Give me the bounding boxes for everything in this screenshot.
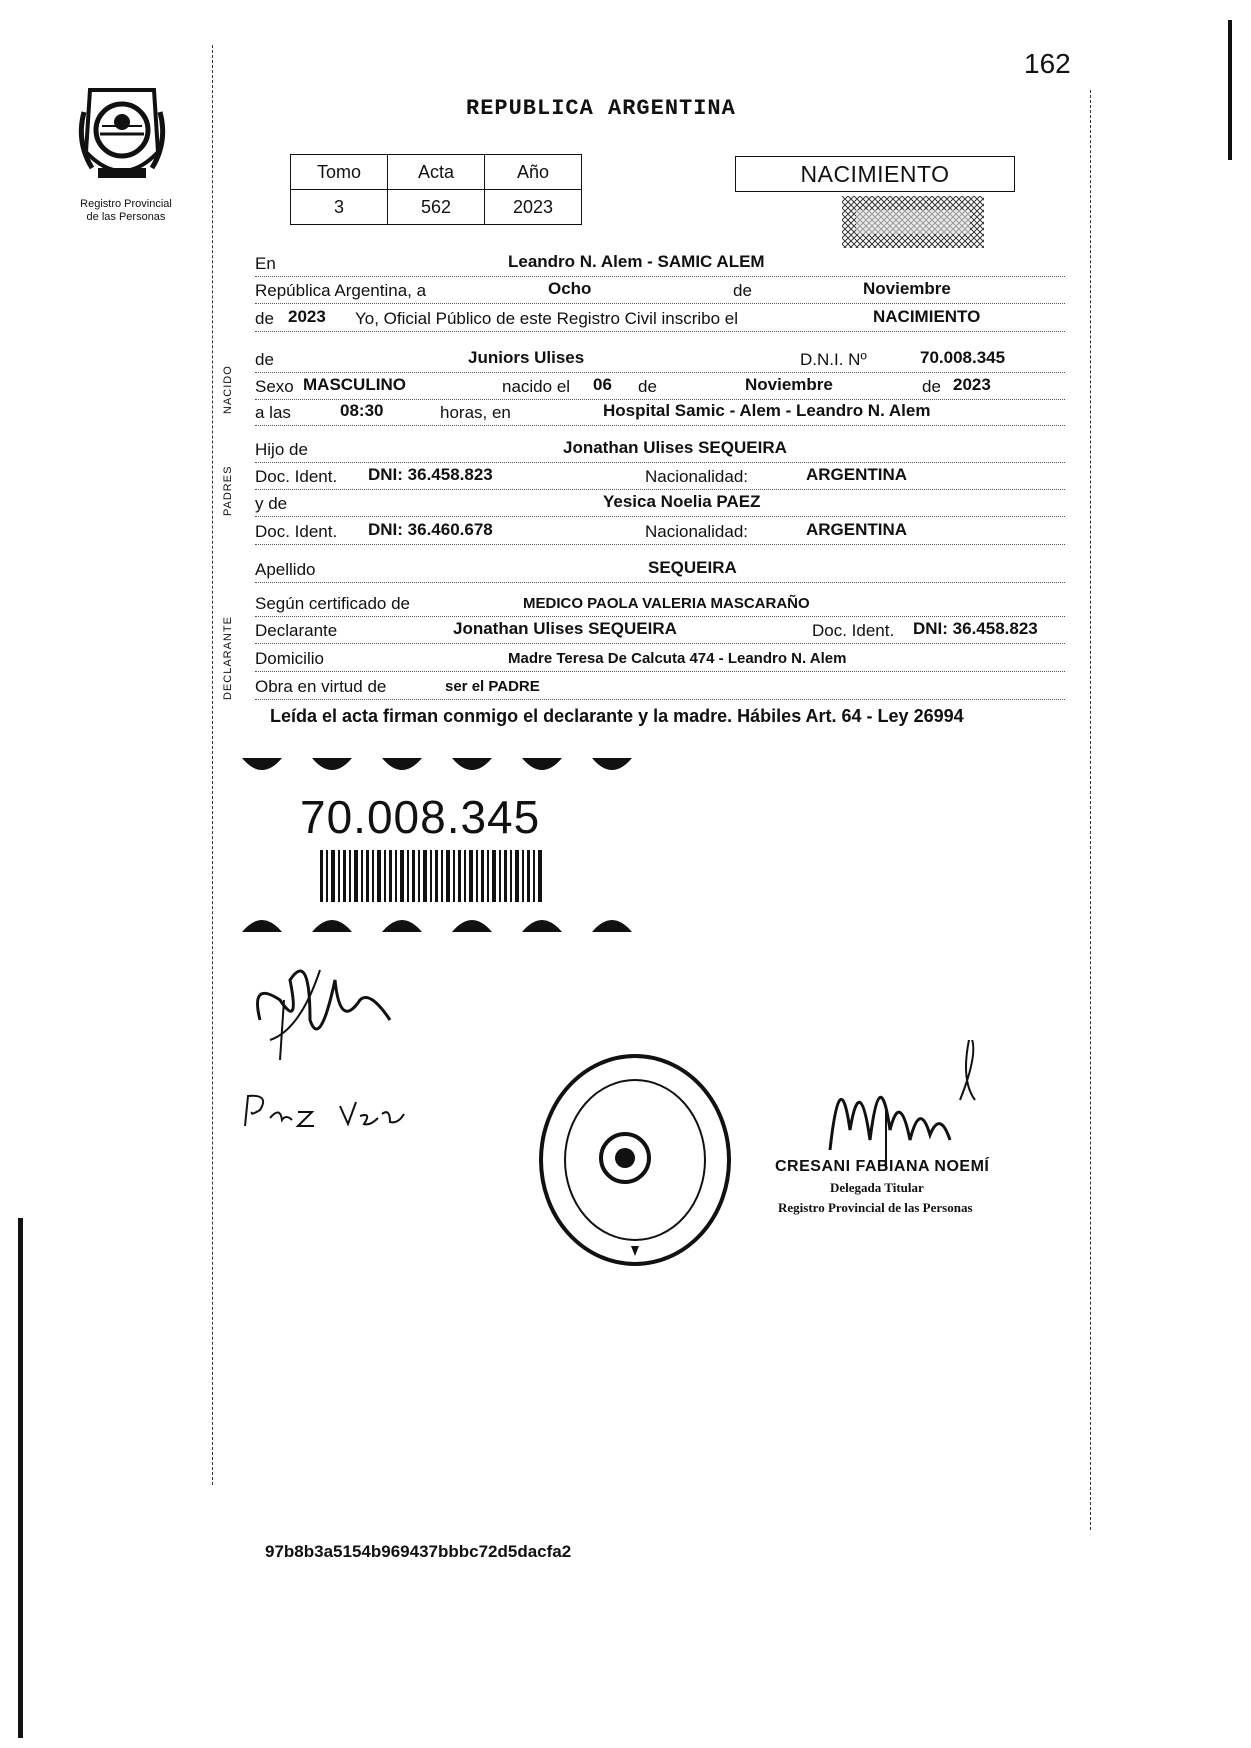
label-mother-nationality: Nacionalidad: <box>645 522 751 542</box>
value-act-word: NACIMIENTO <box>870 307 983 327</box>
country-title: REPUBLICA ARGENTINA <box>466 96 736 121</box>
record-index-value-row <box>291 190 582 225</box>
row-en <box>255 250 1065 277</box>
label-horas: horas, en <box>440 403 514 423</box>
row-father <box>255 436 1065 463</box>
row-surname <box>255 556 1065 583</box>
value-born-name: Juniors Ulises <box>465 348 587 368</box>
row-obra <box>255 673 1065 700</box>
label-mother-doc: Doc. Ident. <box>255 522 340 542</box>
value-day-words: Ocho <box>545 279 594 299</box>
label-declarante: Declarante <box>255 621 340 641</box>
fold-line-right <box>1090 90 1091 1530</box>
label-de-year: de <box>255 309 277 329</box>
fold-line-left <box>212 45 213 1485</box>
value-sexo: MASCULINO <box>300 375 409 395</box>
label-birth-de2: de <box>922 377 944 397</box>
row-address <box>255 645 1065 672</box>
provincial-crest-icon <box>72 82 172 192</box>
row-republica <box>255 277 1065 304</box>
document-hash: 97b8b3a5154b969437bbbc72d5dacfa2 <box>265 1542 572 1561</box>
value-certificate-by: MEDICO PAOLA VALERIA MASCARAÑO <box>520 595 813 612</box>
edge-mark-right <box>1228 20 1232 160</box>
header-acta: Acta <box>388 155 485 190</box>
value-acta: 562 <box>388 190 485 225</box>
header-anio: Año <box>485 155 582 190</box>
registry-label-line2: de las Personas <box>86 211 166 223</box>
value-month: Noviembre <box>860 279 954 299</box>
value-address: Madre Teresa De Calcuta 474 - Leandro N. Alem <box>505 650 849 667</box>
label-father-nationality: Nacionalidad: <box>645 467 751 487</box>
page-number: 162 <box>1024 48 1071 79</box>
act-type-box: NACIMIENTO <box>735 156 1015 192</box>
value-declarant-name: Jonathan Ulises SEQUEIRA <box>450 619 680 639</box>
value-mother-name: Yesica Noelia PAEZ <box>600 492 763 512</box>
value-birth-year: 2023 <box>950 375 994 395</box>
label-dni: D.N.I. Nº <box>800 350 870 370</box>
row-mother <box>255 490 1065 517</box>
label-obra: Obra en virtud de <box>255 677 389 697</box>
value-tomo: 3 <box>291 190 388 225</box>
label-en: En <box>255 254 279 274</box>
label-nacido-el: nacido el <box>502 377 573 397</box>
value-birth-day: 06 <box>590 375 615 395</box>
row-certificate <box>255 590 1065 617</box>
row-time-place <box>255 399 1065 426</box>
mother-handwritten-name-icon <box>240 1090 410 1134</box>
officer-text: Yo, Oficial Público de este Registro Civil inscribo el <box>355 309 741 329</box>
edge-mark-left <box>18 1218 23 1738</box>
barcode-icon <box>320 850 545 902</box>
security-serial-stamp <box>842 196 984 248</box>
reading-note: Leída el acta firman conmigo el declarante y la madre. Hábiles Art. 64 - Ley 26994 <box>270 706 964 726</box>
dni-sticker-number: 70.008.345 <box>300 791 541 843</box>
row-declarant <box>255 617 1065 644</box>
label-y-de: y de <box>255 494 290 514</box>
label-domicilio: Domicilio <box>255 649 327 669</box>
value-mother-doc: DNI: 36.460.678 <box>365 520 496 540</box>
security-band-bottom <box>232 908 672 938</box>
security-band-top <box>232 752 672 782</box>
side-label-padres: PADRES <box>222 465 234 516</box>
official-organization: Registro Provincial de las Personas <box>778 1200 973 1215</box>
label-de-born: de <box>255 350 277 370</box>
side-label-declarante: DECLARANTE <box>222 616 234 700</box>
label-apellido: Apellido <box>255 560 319 580</box>
registry-label-line1: Registro Provincial <box>80 198 172 210</box>
value-mother-nationality: ARGENTINA <box>803 520 910 540</box>
value-surname: SEQUEIRA <box>645 558 740 578</box>
official-signature-icon <box>810 1040 990 1170</box>
row-mother-doc <box>255 518 1065 545</box>
label-republica: República Argentina, a <box>255 281 429 301</box>
label-father-doc: Doc. Ident. <box>255 467 340 487</box>
value-year: 2023 <box>285 307 329 327</box>
value-anio: 2023 <box>485 190 582 225</box>
row-father-doc <box>255 463 1065 490</box>
label-de-month: de <box>733 281 755 301</box>
official-title: Delegada Titular <box>830 1180 924 1195</box>
label-birth-de1: de <box>638 377 660 397</box>
official-name: CRESANI FABIANA NOEMÍ <box>775 1158 990 1175</box>
header-tomo: Tomo <box>291 155 388 190</box>
label-a-las: a las <box>255 403 294 423</box>
value-declarant-doc: DNI: 36.458.823 <box>910 619 1041 639</box>
label-sexo: Sexo <box>255 377 297 397</box>
row-year <box>255 305 1065 332</box>
value-birth-month: Noviembre <box>742 375 836 395</box>
label-certificado: Según certificado de <box>255 594 413 614</box>
value-location: Leandro N. Alem - SAMIC ALEM <box>505 252 768 272</box>
value-birth-place: Hospital Samic - Alem - Leandro N. Alem <box>600 401 933 421</box>
side-label-nacido: NACIDO <box>222 365 234 414</box>
row-born-name <box>255 346 1065 373</box>
official-seal-stamp <box>535 1050 735 1270</box>
row-sexo <box>255 373 1065 400</box>
value-obra: ser el PADRE <box>442 678 543 695</box>
value-father-name: Jonathan Ulises SEQUEIRA <box>560 438 790 458</box>
registry-label <box>60 198 192 224</box>
record-index-header-row <box>291 155 582 190</box>
label-declarant-doc: Doc. Ident. <box>812 621 897 641</box>
value-father-nationality: ARGENTINA <box>803 465 910 485</box>
label-hijo-de: Hijo de <box>255 440 311 460</box>
value-birth-time: 08:30 <box>337 401 386 421</box>
value-father-doc: DNI: 36.458.823 <box>365 465 496 485</box>
value-dni: 70.008.345 <box>917 348 1008 368</box>
declarant-signature-icon <box>240 940 420 1080</box>
record-index-table <box>290 154 582 225</box>
